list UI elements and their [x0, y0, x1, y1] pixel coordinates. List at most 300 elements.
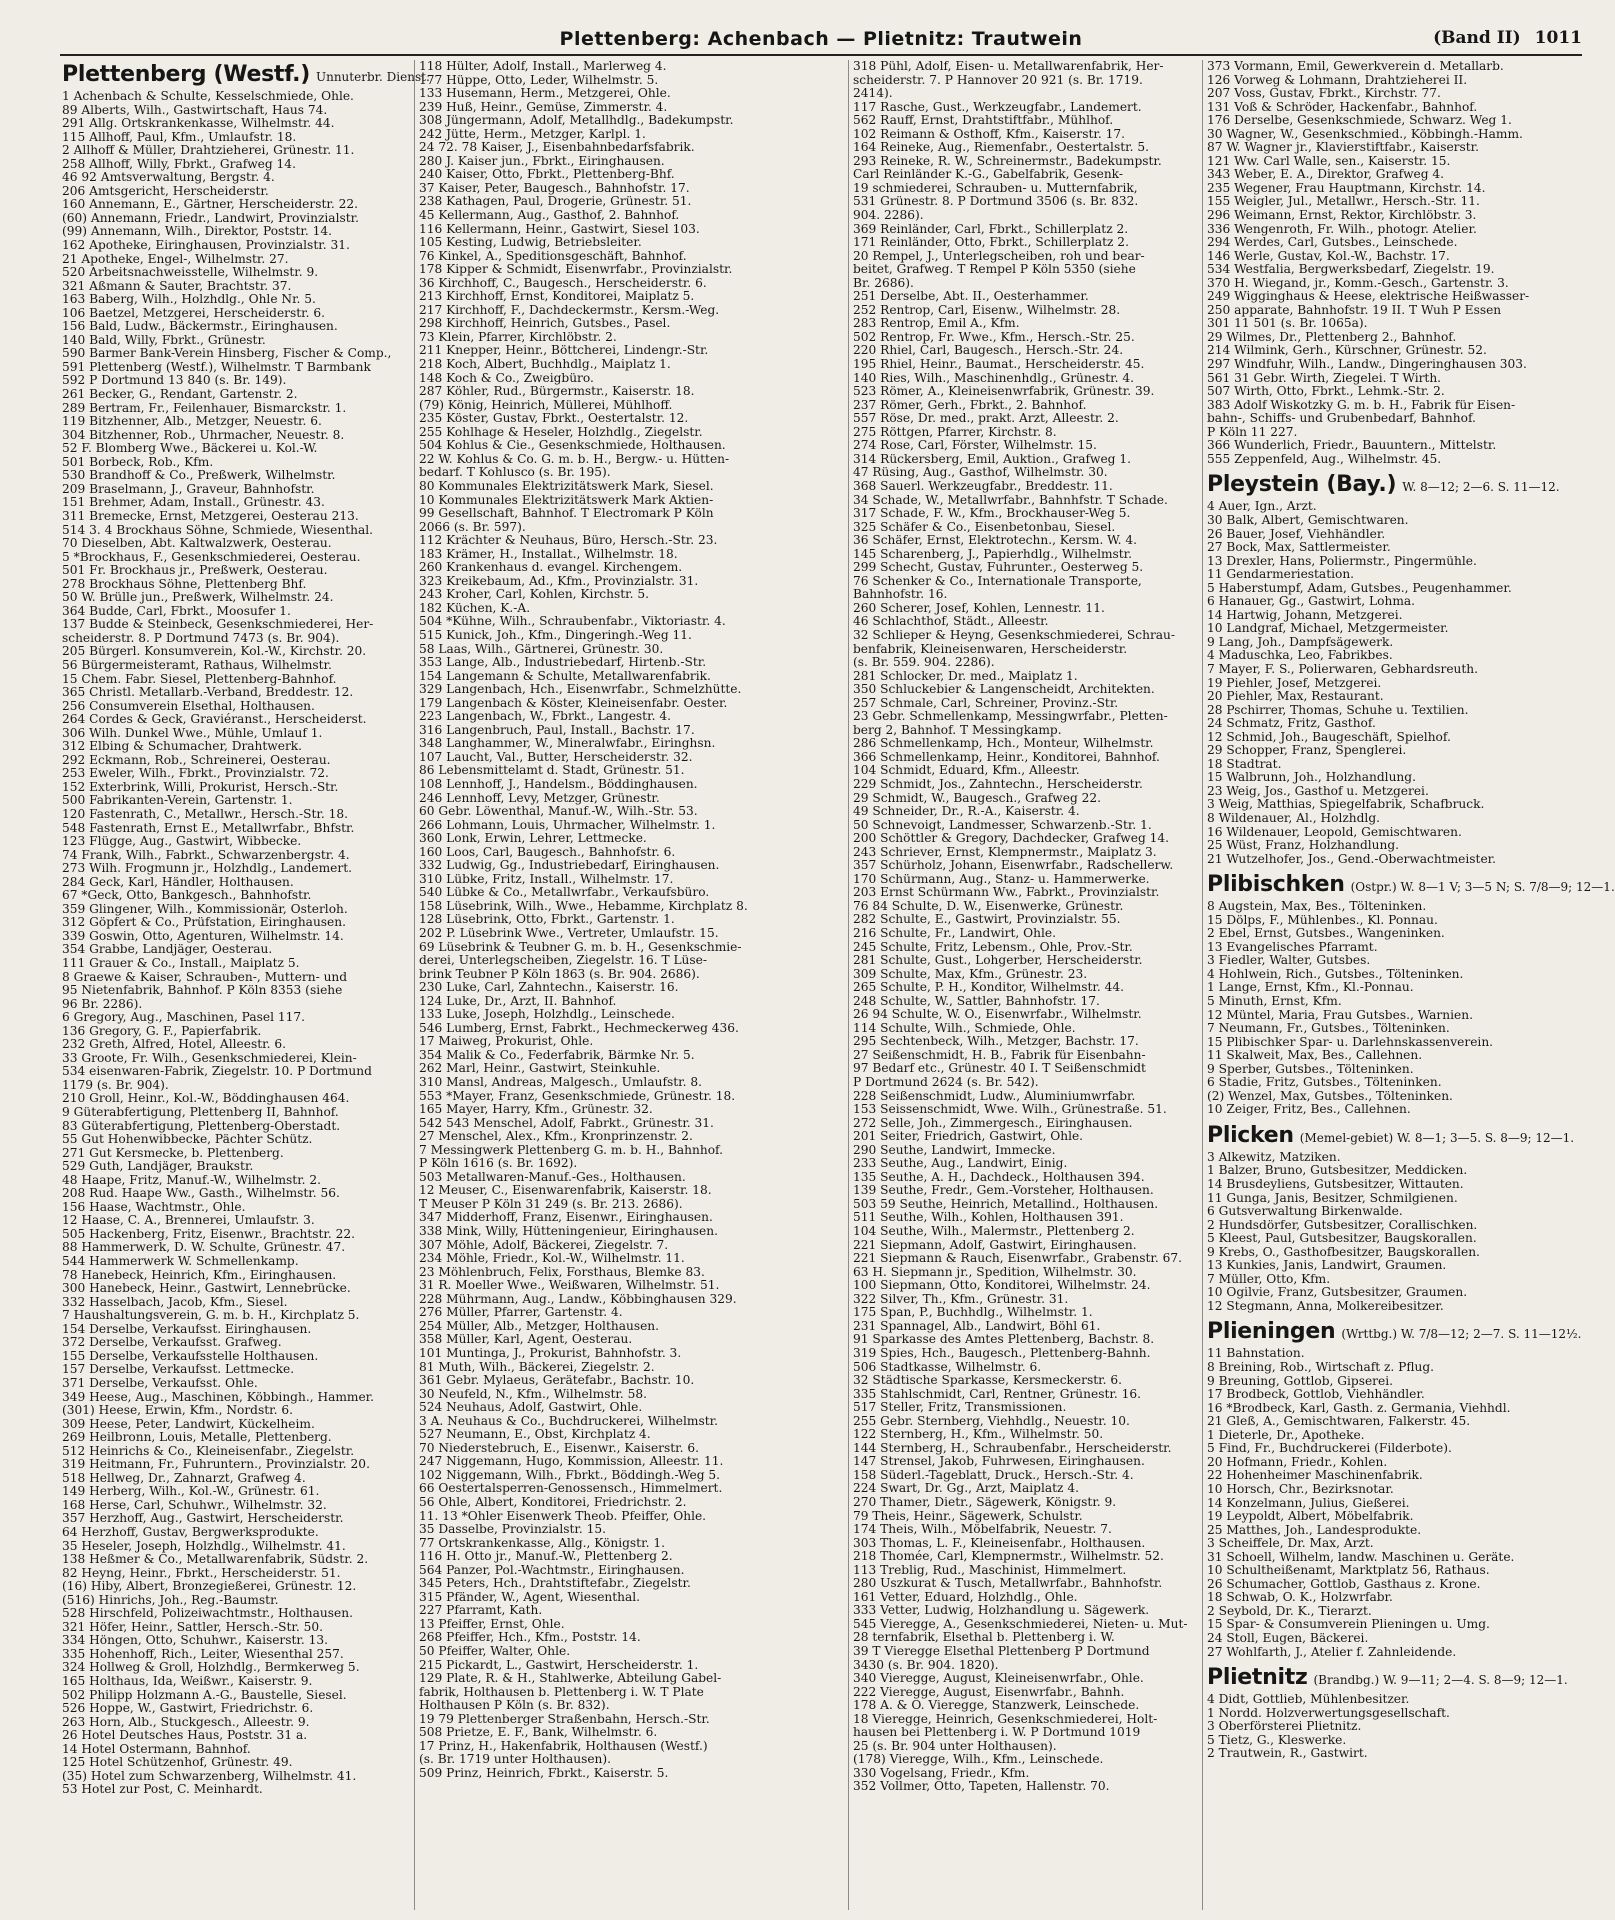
directory-entry: 20 Piehler, Max, Restaurant.: [1207, 689, 1384, 704]
directory-entry: 31 Schoell, Wilhelm, landw. Maschinen u. Geräte.: [1207, 1549, 1515, 1564]
directory-entry: 139 Seuthe, Fredr., Gem.-Vorsteher, Holthausen.: [853, 1183, 1154, 1198]
directory-entry: 21 Gleß, A., Gemischtwaren, Falkerstr. 45.: [1207, 1414, 1471, 1429]
directory-entry: 8 Augstein, Max, Bes., Tölteninken.: [1207, 899, 1427, 914]
directory-entry: 1 Balzer, Bruno, Gutsbesitzer, Meddicken.: [1207, 1163, 1468, 1178]
page-number: 1011: [1534, 28, 1582, 48]
directory-entry: 105 Kesting, Ludwig, Betriebsleiter.: [419, 235, 642, 250]
directory-entry: 520 Arbeitsnachweisstelle, Wilhelmstr. 9.: [62, 265, 319, 280]
directory-entry: 502 Rentrop, Fr. Wwe., Kfm., Hersch.-Str. 25.: [853, 329, 1135, 344]
directory-entry: 18 Stadtrat.: [1207, 756, 1282, 771]
directory-entry: 308 Jüngermann, Adolf, Metallhdlg., Badekumpstr.: [419, 113, 734, 128]
directory-entry: 274 Rose, Carl, Förster, Wilhelmstr. 15.: [853, 438, 1097, 453]
town-info: (Memel-gebiet) W. 8—1; 3—5. S. 8—9; 12—1.: [1299, 1130, 1575, 1145]
directory-entry: 5 Find, Fr., Buchdruckerei (Filderbote).: [1207, 1441, 1452, 1456]
town-name: Plettenberg (Westf.): [62, 62, 310, 87]
directory-entry: 67 *Geck, Otto, Bankgesch., Bahnhofstr.: [62, 888, 312, 903]
town-heading: [1207, 1665, 1586, 1690]
directory-entry: 357 Herzhoff, Aug., Gastwirt, Herscheiderstr.: [62, 1511, 344, 1526]
directory-entry: 30 Wagner, W., Gesenkschmied., Köbbingh.-Hamm.: [1207, 126, 1523, 141]
directory-entry: 12 Haase, C. A., Brennerei, Umlaufstr. 3.: [62, 1213, 315, 1228]
directory-entry: 8 Breining, Rob., Wirtschaft z. Pflug.: [1207, 1360, 1435, 1375]
directory-entry: 140 Bald, Willy, Fbrkt., Grünestr.: [62, 332, 266, 347]
directory-entry: 281 Schulte, Gust., Lohgerber, Herscheiderstr.: [853, 953, 1143, 968]
directory-entry: 208 Rud. Haape Ww., Gasth., Wilhelmstr. 56.: [62, 1186, 340, 1201]
directory-entry: 14 Hartwig, Johann, Metzgerei.: [1207, 607, 1403, 622]
directory-entry: 340 Vieregge, August, Kleineisenwrfabr., Ohle.: [853, 1671, 1144, 1686]
directory-entry: 124 Luke, Dr., Arzt, II. Bahnhof.: [419, 993, 617, 1008]
directory-entry: 298 Kirchhoff, Heinrich, Gutsbes., Pasel.: [419, 316, 671, 331]
directory-entry: (178) Vieregge, Wilh., Kfm., Leinschede.: [853, 1752, 1104, 1767]
directory-entry: 232 Greth, Alfred, Hotel, Alleestr. 6.: [62, 1037, 286, 1052]
directory-entry: 174 Theis, Wilh., Möbelfabrik, Neuestr. 7.: [853, 1522, 1112, 1537]
directory-entry: 148 Koch & Co., Zweigbüro.: [419, 370, 594, 385]
directory-entry: 202 P. Lüsebrink Wwe., Vertreter, Umlaufstr. 15.: [419, 926, 719, 940]
directory-entry: 591 Plettenberg (Westf.), Wilhelmstr. T Barmbank: [62, 359, 371, 374]
directory-entry: 590 Barmer Bank-Verein Hinsberg, Fischer & Comp.,: [62, 346, 392, 361]
directory-entry: 272 Selle, Joh., Zimmergesch., Eiringhausen.: [853, 1115, 1133, 1130]
directory-entry: 564 Panzer, Pol.-Wachtmstr., Eiringhausen.: [419, 1562, 685, 1577]
directory-entry: 156 Bald, Ludw., Bäckermstr., Eiringhausen.: [62, 319, 338, 334]
directory-entry: 46 Schlachthof, Städt., Alleestr.: [853, 614, 1049, 629]
directory-entry: 296 Weimann, Ernst, Rektor, Kirchlöbstr. 3.: [1207, 208, 1477, 223]
directory-entry: 2 Allhoff & Müller, Drahtzieherei, Grünestr. 11.: [62, 143, 355, 158]
directory-entry: 175 Span, P., Buchhdlg., Wilhelmstr. 1.: [853, 1305, 1093, 1320]
directory-entry: (516) Hinrichs, Joh., Reg.-Baumstr.: [62, 1592, 279, 1607]
directory-entry: 135 Seuthe, A. H., Dachdeck., Holthausen 394.: [853, 1169, 1145, 1184]
directory-entry: 229 Schmidt, Jos., Zahntechn., Herscheiderstr.: [853, 776, 1143, 791]
directory-entry: 14 Hotel Ostermann, Bahnhof.: [62, 1741, 251, 1756]
directory-entry: 122 Sternberg, H., Kfm., Wilhelmstr. 50.: [853, 1427, 1104, 1442]
directory-entry: 64 Herzhoff, Gustav, Bergwerksprodukte.: [62, 1524, 319, 1539]
directory-entry: 251 Derselbe, Abt. II., Oesterhammer.: [853, 289, 1089, 304]
directory-entry: 263 Horn, Alb., Stuckgesch., Alleestr. 9.: [62, 1714, 310, 1729]
directory-entry: T Meuser P Köln 31 249 (s. Br. 213. 2686).: [419, 1196, 683, 1211]
directory-entry: 86 Lebensmittelamt d. Stadt, Grünestr. 51.: [419, 763, 685, 778]
directory-entry: 179 Langenbach & Köster, Kleineisenfabr. Oester.: [419, 695, 728, 710]
directory-entry: 22 Hohenheimer Maschinenfabrik.: [1207, 1468, 1423, 1483]
directory-entry: 310 Mansl, Andreas, Malgesch., Umlaufstr. 8.: [419, 1075, 702, 1090]
directory-entry: scheiderstr. 7. P Hannover 20 921 (s. Br. 1719.: [853, 72, 1143, 87]
town-name: Plieningen: [1207, 1319, 1336, 1345]
directory-entry: 526 Hoppe, W., Gastwirt, Friedrichstr. 6.: [62, 1701, 314, 1716]
town-heading: [62, 62, 430, 87]
directory-entry: 562 Rauff, Ernst, Drahtstiftfabr., Mühlhof.: [853, 113, 1114, 128]
directory-entry: 154 Langemann & Schulte, Metallwarenfabrik.: [419, 668, 711, 683]
directory-entry: 294 Werdes, Carl, Gutsbes., Leinschede.: [1207, 235, 1458, 250]
directory-entry: 19 79 Plettenberger Straßenbahn, Hersch.-Str.: [419, 1711, 710, 1726]
directory-entry: 557 Röse, Dr. med., prakt. Arzt, Alleestr. 2.: [853, 411, 1119, 426]
directory-entry: 133 Luke, Joseph, Holzhdlg., Leinschede.: [419, 1007, 675, 1022]
directory-entry: 45 Kellermann, Aug., Gasthof, 2. Bahnhof.: [419, 208, 680, 223]
directory-entry: 260 Scherer, Josef, Kohlen, Lennestr. 11.: [853, 600, 1105, 615]
directory-entry: 264 Cordes & Geck, Graviéranst., Herscheiderst.: [62, 712, 367, 727]
directory-entry: 28 ternfabrik, Elsethal b. Plettenberg i. W.: [853, 1630, 1115, 1645]
directory-entry: 518 Hellweg, Dr., Zahnarzt, Grafweg 4.: [62, 1470, 306, 1485]
directory-entry: 170 Schürmann, Aug., Stanz- u. Hammerwerke.: [853, 871, 1150, 886]
directory-entry: 528 Hirschfeld, Polizeiwachtmstr., Holthausen.: [62, 1606, 353, 1621]
directory-entry: 17 Maiweg, Prokurist, Ohle.: [419, 1034, 594, 1049]
directory-entry: 235 Köster, Gustav, Fbrkt., Oestertalstr. 12.: [419, 411, 689, 426]
directory-entry: 178 Kipper & Schmidt, Eisenwrfabr., Provinzialstr.: [419, 262, 733, 277]
directory-entry: 25 (s. Br. 904 unter Holthausen).: [853, 1738, 1057, 1753]
directory-entry: 224 Swart, Dr. Gg., Arzt, Maiplatz 4.: [853, 1481, 1079, 1496]
directory-entry: 242 Jütte, Herm., Metzger, Karlpl. 1.: [419, 126, 646, 141]
directory-entry: 371 Derselbe, Verkaufsst. Ohle.: [62, 1375, 258, 1390]
directory-entry: 534 eisenwaren-Fabrik, Ziegelstr. 10. P Dortmund: [62, 1064, 372, 1079]
directory-entry: Holthausen P Köln (s. Br. 832).: [419, 1698, 610, 1713]
entry-list: [853, 60, 1195, 1794]
directory-entry: 291 Allg. Ortskrankenkasse, Wilhelmstr. 44.: [62, 116, 335, 131]
directory-entry: 2 Hundsdörfer, Gutsbesitzer, Corallischken.: [1207, 1217, 1478, 1232]
directory-entry: 112 Krächter & Neuhaus, Büro, Hersch.-Str. 23.: [419, 533, 718, 548]
directory-entry: Carl Reinländer K.-G., Gabelfabrik, Gesenk-: [853, 167, 1123, 182]
directory-entry: 116 H. Otto jr., Manuf.-W., Plettenberg 2.: [419, 1549, 673, 1564]
directory-entry: 373 Vormann, Emil, Gewerkverein d. Metallarb.: [1207, 59, 1504, 73]
directory-entry: 39 T Vieregge Elsethal Plettenberg P Dortmund: [853, 1643, 1150, 1658]
directory-entry: scheiderstr. 8. P Dortmund 7473 (s. Br. 904).: [62, 630, 340, 645]
directory-entry: 542 543 Menschel, Adolf, Fabrkt., Grünestr. 31.: [419, 1115, 714, 1130]
directory-entry: 160 Loos, Carl, Baugesch., Bahnhofstr. 6.: [419, 844, 676, 859]
directory-entry: 223 Langenbach, W., Fbrkt., Langestr. 4.: [419, 709, 671, 724]
directory-entry: 3 Weig, Matthias, Spiegelfabrik, Schafbruck.: [1207, 797, 1485, 812]
directory-entry: 11 Gunga, Janis, Besitzer, Schmilgienen.: [1207, 1190, 1458, 1205]
directory-entry: 6 Stadie, Fritz, Gutsbes., Tölteninken.: [1207, 1075, 1442, 1090]
directory-entry: 55 Gut Hohenwibbecke, Pächter Schütz.: [62, 1132, 313, 1147]
directory-entry: 126 Vorweg & Lohmann, Drahtzieherei II.: [1207, 72, 1468, 87]
directory-entry: 284 Geck, Karl, Händler, Holthausen.: [62, 874, 294, 889]
directory-entry: 215 Pickardt, L., Gastwirt, Herscheiderstr. 1.: [419, 1657, 699, 1672]
directory-entry: 289 Bertram, Fr., Feilenhauer, Bismarckstr. 1.: [62, 400, 347, 415]
directory-entry: 21 Apotheke, Engel-, Wilhelmstr. 27.: [62, 251, 289, 266]
directory-entry: 260 Krankenhaus d. evangel. Kirchengem.: [419, 560, 683, 575]
town-heading: [1207, 472, 1586, 497]
directory-entry: 214 Wilmink, Gerh., Kürschner, Grünestr. 52.: [1207, 343, 1487, 358]
directory-entry: 11 Bahnstation.: [1207, 1346, 1305, 1361]
directory-entry: 339 Goswin, Otto, Agenturen, Wilhelmstr. 14.: [62, 928, 344, 943]
directory-entry: 121 Ww. Carl Walle, sen., Kaiserstr. 15.: [1207, 153, 1451, 168]
entry-list: [1207, 1693, 1586, 1761]
directory-entry: 2 Ebel, Ernst, Gutsbes., Wangeninken.: [1207, 926, 1445, 941]
directory-entry: 3430 (s. Br. 904. 1820).: [853, 1657, 999, 1672]
directory-entry: 5 *Brockhaus, F., Gesenkschmiederei, Oesterau.: [62, 549, 361, 564]
directory-entry: 310 Lübke, Fritz, Install., Wilhelmstr. 17.: [419, 871, 674, 886]
directory-entry: 73 Klein, Pfarrer, Kirchlöbstr. 2.: [419, 329, 617, 344]
directory-entry: 315 Pfänder, W., Agent, Wiesenthal.: [419, 1589, 641, 1604]
directory-entry: 504 Kohlus & Cie., Gesenkschmiede, Holthausen.: [419, 438, 726, 453]
directory-entry: 160 Annemann, E., Gärtner, Herscheiderstr. 22.: [62, 197, 358, 212]
directory-entry: 257 Schmale, Carl, Schreiner, Provinz.-Str.: [853, 695, 1119, 710]
directory-entry: 12 Stegmann, Anna, Molkereibesitzer.: [1207, 1298, 1444, 1313]
directory-entry: 182 Küchen, K.-A.: [419, 600, 531, 615]
directory-entry: 37 Kaiser, Peter, Baugesch., Bahnhofstr. 17.: [419, 180, 690, 195]
directory-entry: 11 Gendarmeriestation.: [1207, 567, 1355, 582]
directory-entry: 102 Reimann & Osthoff, Kfm., Kaiserstr. 17.: [853, 126, 1125, 141]
directory-entry: 50 Schnevoigt, Landmesser, Schwarzenb.-Str. 1.: [853, 817, 1152, 832]
directory-entry: 129 Plate, R. & H., Stahlwerke, Abteilung Gabel-: [419, 1671, 722, 1686]
directory-entry: 334 Höngen, Otto, Schuhwr., Kaiserstr. 13.: [62, 1633, 329, 1648]
directory-entry: 9 Krebs, O., Gasthofbesitzer, Baugskorallen.: [1207, 1244, 1480, 1259]
directory-entry: 24 Schmatz, Fritz, Gasthof.: [1207, 716, 1376, 731]
directory-entry: 99 Gesellschaft, Bahnhof. T Electromark P Köln: [419, 506, 714, 521]
directory-entry: 97 Bedarf etc., Grünestr. 40 I. T Seißenschmidt: [853, 1061, 1146, 1076]
directory-entry: 364 Budde, Carl, Fbrkt., Moosufer 1.: [62, 603, 291, 618]
directory-entry: 530 Brandhoff & Co., Preßwerk, Wilhelmstr.: [62, 468, 336, 483]
directory-entry: 114 Schulte, Wilh., Schmiede, Ohle.: [853, 1020, 1076, 1035]
directory-entry: 314 Rückersberg, Emil, Auktion., Grafweg 1.: [853, 451, 1131, 466]
directory-entry: 104 Schmidt, Eduard, Kfm., Alleestr.: [853, 763, 1080, 778]
directory-entry: 58 Laas, Wilh., Gärtnerei, Grünestr. 30.: [419, 641, 664, 656]
page-meta: [1433, 28, 1582, 48]
directory-entry: 102 Niggemann, Wilh., Fbrkt., Böddingh.-Weg 5.: [419, 1467, 721, 1482]
directory-entry: 153 Seissenschmidt, Wwe. Wilh., Grünestraße. 51.: [853, 1102, 1167, 1117]
directory-entry: 32 Schlieper & Heyng, Gesenkschmiederei, Schrau-: [853, 627, 1176, 642]
directory-entry: 295 Sechtenbeck, Wilh., Metzger, Bachstr. 17.: [853, 1034, 1139, 1049]
directory-entry: 26 Bauer, Josef, Viehhändler.: [1207, 526, 1386, 541]
directory-entry: 7 Müller, Otto, Kfm.: [1207, 1271, 1331, 1286]
directory-entry: 258 Allhoff, Willy, Fbrkt., Grafweg 14.: [62, 156, 296, 171]
directory-entry: 27 Seißenschmidt, H. B., Fabrik für Eisenbahn-: [853, 1047, 1146, 1062]
directory-entry: 266 Lohmann, Louis, Uhrmacher, Wilhelmstr. 1.: [419, 817, 716, 832]
column-4: [1202, 59, 1615, 1910]
entry-list: [1207, 900, 1586, 1117]
directory-entry: 514 3. 4 Brockhaus Söhne, Schmiede, Wiesenthal.: [62, 522, 374, 537]
directory-entry: 319 Heitmann, Fr., Fuhruntern., Provinzialstr. 20.: [62, 1457, 370, 1472]
directory-entry: 245 Schulte, Fritz, Lebensm., Ohle, Prov.-Str.: [853, 939, 1133, 954]
directory-entry: 354 Malik & Co., Federfabrik, Bärmke Nr. 5.: [419, 1047, 695, 1062]
directory-entry: 11 Skalweit, Max, Bes., Callehnen.: [1207, 1048, 1423, 1063]
directory-entry: 206 Amtsgericht, Herscheiderstr.: [62, 183, 269, 198]
directory-entry: 63 H. Siepmann jr., Spedition, Wilhelmstr. 30.: [853, 1264, 1137, 1279]
directory-entry: 25 Wüst, Franz, Holzhandlung.: [1207, 838, 1400, 853]
directory-entry: 211 Knepper, Heinr., Böttcherei, Lindengr.-Str.: [419, 343, 709, 358]
directory-entry: 29 Wilmes, Dr., Plettenberg 2., Bahnhof.: [1207, 329, 1457, 344]
directory-entry: 249 Wigginghaus & Heese, elektrische Heißwasser-: [1207, 289, 1530, 304]
entry-list: [419, 60, 841, 1780]
directory-entry: 1 Lange, Ernst, Kfm., Kl.-Ponnau.: [1207, 980, 1414, 995]
directory-entry: 147 Strensel, Jakob, Fuhrwesen, Eiringhausen.: [853, 1454, 1145, 1469]
directory-entry: 553 *Mayer, Franz, Gesenkschmiede, Grünestr. 18.: [419, 1088, 736, 1103]
directory-entry: 12 Müntel, Maria, Frau Gutsbes., Warnien.: [1207, 1007, 1473, 1022]
directory-entry: 145 Scharenberg, J., Papierhdlg., Wilhelmstr.: [853, 546, 1133, 561]
directory-entry: 201 Seiter, Friedrich, Gastwirt, Ohle.: [853, 1129, 1084, 1144]
directory-entry: 47 Rüsing, Aug., Gasthof, Wilhelmstr. 30.: [853, 465, 1108, 480]
directory-entry: 10 Landgraf, Michael, Metzgermeister.: [1207, 621, 1449, 636]
directory-entry: 123 Flügge, Aug., Gastwirt, Wibbecke.: [62, 834, 302, 849]
directory-entry: 253 Eweler, Wilh., Fbrkt., Provinzialstr. 72.: [62, 766, 329, 781]
directory-entry: 348 Langhammer, W., Mineralwfabr., Eiringhsn.: [419, 736, 716, 751]
directory-entry: 83 Güterabfertigung, Plettenberg-Oberstadt.: [62, 1118, 341, 1133]
directory-entry: 235 Wegener, Frau Hauptmann, Kirchstr. 14.: [1207, 180, 1486, 195]
directory-entry: 12 Schmid, Joh., Baugeschäft, Spielhof.: [1207, 729, 1451, 744]
directory-entry: 118 Hülter, Adolf, Install., Marlerweg 4.: [419, 59, 667, 73]
directory-entry: 165 Mayer, Harry, Kfm., Grünestr. 32.: [419, 1102, 653, 1117]
directory-entry: 6 Gutsverwaltung Birkenwalde.: [1207, 1204, 1403, 1219]
directory-entry: 243 Kroher, Carl, Kohlen, Kirchstr. 5.: [419, 587, 649, 602]
directory-entry: 171 Reinländer, Otto, Fbrkt., Schillerplatz 2.: [853, 235, 1129, 250]
directory-entry: 2 Trautwein, R., Gastwirt.: [1207, 1746, 1368, 1761]
town-info: Unnuterbr. Dienst.: [315, 70, 430, 84]
directory-entry: 76 Schenker & Co., Internationale Transporte,: [853, 573, 1142, 588]
directory-entry: 506 Stadtkasse, Wilhelmstr. 6.: [853, 1359, 1042, 1374]
directory-entry: 5 Haberstumpf, Adam, Gutsbes., Peugenhammer.: [1207, 580, 1512, 595]
directory-entry: 151 Brehmer, Adam, Install., Grünestr. 43.: [62, 495, 325, 510]
town-name: Plicken: [1207, 1122, 1294, 1148]
directory-entry: fabrik, Holthausen b. Plettenberg i. W. T Plate: [419, 1684, 704, 1699]
directory-entry: 138 Heßmer & Co., Metallwarenfabrik, Südstr. 2.: [62, 1552, 369, 1567]
directory-entry: 504 *Kühne, Wilh., Schraubenfabr., Viktoriastr. 4.: [419, 614, 726, 629]
directory-entry: 329 Langenbach, Hch., Eisenwrfabr., Schmelzhütte.: [419, 682, 742, 697]
directory-entry: 316 Langenbruch, Paul, Install., Bachstr. 17.: [419, 722, 695, 737]
directory-entry: 299 Schecht, Gustav, Fuhrunter., Oesterweg 5.: [853, 560, 1144, 575]
directory-entry: 8 Wildenauer, Al., Holzhdlg.: [1207, 810, 1380, 825]
directory-entry: 96 Br. 2286).: [62, 996, 143, 1011]
directory-entry: 361 Gebr. Mylaeus, Gerätefabr., Bachstr. 10.: [419, 1373, 695, 1388]
directory-entry: 4 Hohlwein, Rich., Gutsbes., Tölteninken.: [1207, 966, 1464, 981]
directory-entry: 255 Gebr. Sternberg, Viehhdlg., Neuestr. 10.: [853, 1413, 1130, 1428]
directory-entry: 366 Wunderlich, Friedr., Bauuntern., Mittelstr.: [1207, 438, 1497, 453]
directory-entry: 29 Schopper, Franz, Spenglerei.: [1207, 743, 1407, 758]
entry-list: [1207, 500, 1586, 866]
directory-entry: 28 Pschirrer, Thomas, Schuhe u. Textilien.: [1207, 702, 1469, 717]
directory-entry: 158 Lüsebrink, Wilh., Wwe., Hebamme, Kirchplatz 8.: [419, 898, 748, 913]
directory-entry: 26 94 Schulte, W. O., Eisenwrfabr., Wilhelmstr.: [853, 1007, 1142, 1022]
directory-entry: 561 31 Gebr. Wirth, Ziegelei. T Wirth.: [1207, 370, 1442, 385]
directory-entry: 309 Heese, Peter, Landwirt, Kückelheim.: [62, 1416, 315, 1431]
directory-entry: 503 Metallwaren-Manuf.-Ges., Holthausen.: [419, 1169, 686, 1184]
directory-entry: 231 Spannagel, Alb., Landwirt, Böhl 61.: [853, 1318, 1101, 1333]
directory-entry: 133 Husemann, Herm., Metzgerei, Ohle.: [419, 86, 671, 101]
directory-entry: 282 Schulte, E., Gastwirt, Provinzialstr. 55.: [853, 912, 1121, 927]
directory-entry: 155 Weigler, Jul., Metallwr., Hersch.-Str. 11.: [1207, 194, 1480, 209]
directory-entry: 335 Hohenhoff, Rich., Leiter, Wiesenthal 257.: [62, 1646, 344, 1661]
directory-entry: 248 Schulte, W., Sattler, Bahnhofstr. 17.: [853, 993, 1100, 1008]
column-2: [414, 60, 841, 1910]
directory-entry: 17 Brodbeck, Gottlob, Viehhändler.: [1207, 1387, 1425, 1402]
directory-entry: 304 Bitzhenner, Rob., Uhrmacher, Neuestr. 8.: [62, 427, 345, 442]
directory-entry: 13 Drexler, Hans, Poliermstr., Pingermühle.: [1207, 553, 1477, 568]
directory-entry: 255 Kohlhage & Heseler, Holzhdlg., Ziegelstr.: [419, 424, 703, 439]
directory-entry: 24 72. 78 Kaiser, J., Eisenbahnbedarfsfabrik.: [419, 140, 695, 155]
directory-entry: 312 Göpfert & Co., Prüfstation, Eiringhausen.: [62, 915, 346, 930]
directory-entry: 10 Schultheißenamt, Marktplatz 56, Rathaus.: [1207, 1563, 1490, 1578]
page-title: Plettenberg: Achenbach — Plietnitz: Trautwein: [559, 28, 1083, 50]
directory-entry: 10 Zeiger, Fritz, Bes., Callehnen.: [1207, 1102, 1411, 1117]
directory-entry: (60) Annemann, Friedr., Landwirt, Provinzialstr.: [62, 210, 359, 225]
directory-entry: 540 Lübke & Co., Metallwrfabr., Verkaufsbüro.: [419, 885, 710, 900]
directory-entry: 25 Matthes, Joh., Landesprodukte.: [1207, 1522, 1422, 1537]
directory-entry: 23 Gebr. Schmellenkamp, Messingwrfabr., Pletten-: [853, 709, 1168, 724]
directory-entry: 281 Schlocker, Dr. med., Maiplatz 1.: [853, 668, 1078, 683]
directory-entry: 7 Neumann, Fr., Gutsbes., Tölteninken.: [1207, 1021, 1450, 1036]
directory-entry: 46 92 Amtsverwaltung, Bergstr. 4.: [62, 170, 275, 185]
directory-entry: 254 Müller, Alb., Metzger, Holthausen.: [419, 1318, 660, 1333]
directory-entry: 19 Piehler, Josef, Metzgerei.: [1207, 675, 1382, 690]
directory-entry: 511 Seuthe, Wilh., Kohlen, Holthausen 391.: [853, 1210, 1124, 1225]
directory-entry: 82 Heyng, Heinr., Fbrkt., Herscheiderstr. 51.: [62, 1565, 341, 1580]
directory-entry: 210 Groll, Heinr., Kol.-W., Böddinghausen 464.: [62, 1091, 350, 1106]
directory-entry: 6 Hanauer, Gg., Gastwirt, Lohma.: [1207, 594, 1416, 609]
directory-entry: (2) Wenzel, Max, Gutsbes., Tölteninken.: [1207, 1088, 1453, 1103]
directory-entry: 31 R. Moeller Wwe., Weißwaren, Wilhelmstr. 51.: [419, 1278, 720, 1293]
directory-columns: [62, 59, 1615, 1910]
directory-entry: 27 Wohlfarth, J., Atelier f. Zahnleidende.: [1207, 1644, 1457, 1659]
directory-entry: 16 Wildenauer, Leopold, Gemischtwaren.: [1207, 824, 1462, 839]
directory-entry: 30 Neufeld, N., Kfm., Wilhelmstr. 58.: [419, 1386, 647, 1401]
directory-entry: 125 Hotel Schützenhof, Grünestr. 49.: [62, 1755, 293, 1770]
directory-entry: 531 Grünestr. 8. P Dortmund 3506 (s. Br. 832.: [853, 194, 1139, 209]
directory-entry: P Köln 1616 (s. Br. 1692).: [419, 1156, 578, 1171]
directory-entry: 5 Minuth, Ernst, Kfm.: [1207, 994, 1342, 1008]
directory-entry: brink Teubner P Köln 1863 (s. Br. 904. 2686).: [419, 966, 700, 981]
directory-entry: 163 Baberg, Wilh., Holzhdlg., Ohle Nr. 5.: [62, 292, 316, 307]
directory-entry: 17 Prinz, H., Hakenfabrik, Holthausen (Westf.): [419, 1738, 708, 1753]
directory-entry: 77 Ortskrankenkasse, Allg., Königstr. 1.: [419, 1535, 665, 1550]
directory-entry: 15 Spar- & Consumverein Plieningen u. Umg.: [1207, 1617, 1490, 1632]
directory-entry: 15 Dölps, F., Mühlenbes., Kl. Ponnau.: [1207, 912, 1438, 927]
directory-entry: 301 11 501 (s. Br. 1065a).: [1207, 316, 1368, 331]
directory-entry: 500 Fabrikanten-Verein, Gartenstr. 1.: [62, 793, 293, 808]
directory-entry: (35) Hotel zum Schwarzenberg, Wilhelmstr. 41.: [62, 1768, 357, 1783]
directory-entry: 545 Vieregge, A., Gesenkschmiederei, Nieten- u. Mut-: [853, 1616, 1188, 1631]
directory-entry: 113 Treblig, Rud., Maschinist, Himmelmert.: [853, 1562, 1127, 1577]
directory-entry: 220 Rhiel, Carl, Baugesch., Hersch.-Str. 24.: [853, 343, 1124, 358]
directory-entry: 10 Horsch, Chr., Bezirksnotar.: [1207, 1481, 1394, 1496]
directory-entry: 336 Wengenroth, Fr. Wilh., photogr. Atelier.: [1207, 221, 1477, 236]
directory-entry: 178 A. & O. Vieregge, Stanzwerk, Leinschede.: [853, 1698, 1140, 1713]
directory-entry: 318 Pühl, Adolf, Eisen- u. Metallwarenfabrik, Her-: [853, 59, 1164, 73]
directory-entry: 515 Kunick, Joh., Kfm., Dingeringh.-Weg 11.: [419, 627, 692, 642]
directory-entry: 207 Voss, Gustav, Fbrkt., Kirchstr. 77.: [1207, 86, 1441, 101]
directory-entry: 312 Elbing & Schumacher, Drahtwerk.: [62, 739, 303, 754]
entry-list: [62, 90, 407, 1797]
directory-entry: 50 W. Brülle jun., Preßwerk, Wilhelmstr. 24.: [62, 590, 334, 605]
directory-entry: 70 Niederstebruch, E., Eisenwr., Kaiserstr. 6.: [419, 1440, 700, 1455]
directory-entry: 307 Möhle, Adolf, Bäckerei, Ziegelstr. 7.: [419, 1237, 669, 1252]
directory-entry: 7 Mayer, F. S., Polierwaren, Gebhardsreuth.: [1207, 661, 1479, 676]
directory-entry: 104 Seuthe, Wilh., Malermstr., Plettenberg 2.: [853, 1224, 1135, 1239]
directory-entry: 350 Schluckebier & Langenscheidt, Architekten.: [853, 682, 1155, 697]
directory-entry: (s. Br. 559. 904. 2286).: [853, 655, 995, 670]
directory-entry: 243 Schriever, Ernst, Klempnermstr., Maiplatz 3.: [853, 844, 1157, 859]
directory-entry: 353 Lange, Alb., Industriebedarf, Hirtenb.-Str.: [419, 655, 707, 670]
directory-entry: Bahnhofstr. 16.: [853, 587, 948, 602]
directory-entry: 321 Aßmann & Sauter, Brachtstr. 37.: [62, 278, 292, 293]
directory-entry: 35 Dasselbe, Provinzialstr. 15.: [419, 1522, 607, 1537]
directory-entry: P Dortmund 2624 (s. Br. 542).: [853, 1075, 1039, 1090]
directory-entry: 168 Herse, Carl, Schuhwr., Wilhelmstr. 32.: [62, 1497, 327, 1512]
directory-entry: 343 Weber, E. A., Direktor, Grafweg 4.: [1207, 167, 1445, 182]
directory-entry: 195 Rhiel, Heinr., Baumat., Herscheiderstr. 45.: [853, 357, 1145, 372]
directory-entry: (s. Br. 1719 unter Holthausen).: [419, 1752, 612, 1767]
directory-entry: 15 Plibischker Spar- u. Darlehnskassenverein.: [1207, 1034, 1494, 1049]
directory-entry: 21 Wutzelhofer, Jos., Gend.-Oberwachtmeister.: [1207, 851, 1497, 866]
entry-list: [1207, 1347, 1586, 1659]
directory-entry: 3 Scheiffele, Dr. Max, Arzt.: [1207, 1536, 1374, 1551]
directory-entry: 368 Sauerl. Werkzeugfabr., Breddestr. 11.: [853, 478, 1113, 493]
directory-entry: 366 Schmellenkamp, Heinr., Konditorei, Bahnhof.: [853, 749, 1160, 764]
directory-entry: 4 Didt, Gottlieb, Mühlenbesitzer.: [1207, 1692, 1410, 1707]
directory-entry: 15 Walbrunn, Joh., Holzhandlung.: [1207, 770, 1416, 785]
directory-entry: 216 Schulte, Fr., Landwirt, Ohle.: [853, 926, 1056, 940]
directory-entry: 10 Ogilvie, Franz, Gutsbesitzer, Graumen.: [1207, 1285, 1468, 1300]
directory-entry: 9 Sperber, Gutsbes., Tölteninken.: [1207, 1061, 1414, 1076]
directory-entry: 158 Süderl.-Tageblatt, Druck., Hersch.-Str. 4.: [853, 1467, 1134, 1482]
town-name: Plibischken: [1207, 872, 1345, 898]
directory-entry: 89 Alberts, Wilh., Gastwirtschaft, Haus 74.: [62, 102, 328, 117]
directory-entry: 136 Gregory, G. F., Papierfabrik.: [62, 1023, 262, 1038]
directory-entry: 140 Ries, Wilh., Maschinenhdlg., Grünestr. 4.: [853, 370, 1134, 385]
directory-entry: 239 Huß, Heinr., Gemüse, Zimmerstr. 4.: [419, 99, 668, 114]
